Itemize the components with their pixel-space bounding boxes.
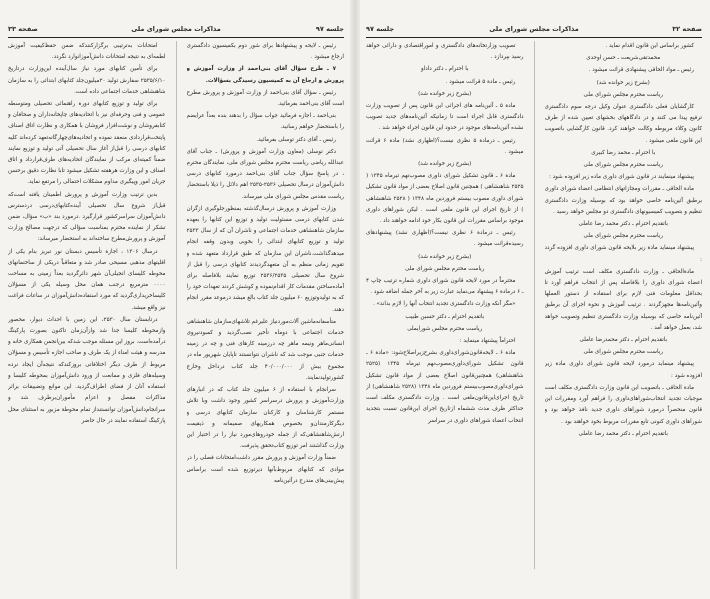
page-number: صفحه ۳۳ [8,25,38,33]
centered-line: (بشرح زیر خوانده شد) [418,90,472,97]
paragraph: مادة ۶ ـ قانون تشکیل شورای داوری مصوب‌نهم تیرماه ۱۳۴۵ ( ۲۵۲۵ شاهنشاهی ) همچنین قانون اصلاح بعضی از مواد قانون تشکیل شورای داوری مصوب بیستم فروردین ماه ۱۳۴۸ ( ۲۵۲۸ شاهنشاهی ) از تاریخ اجرای این قانون ملغی است . لیکن شوراهای داوری موجود براساس مقررات این قانون بکار خود ادامه خواهند داد . [366,173,524,225]
column-right [187,41,345,569]
paragraph: رئیس ـ مادة ۵ قرائت میشود . [445,78,516,85]
centered-line: ریاست محترم مجلس شورای ملی [583,162,663,169]
left-page [0,0,352,599]
paragraph: بدین ترتیب وزارت آموزش و پرورش اطمینان یافته است‌که قبل‌از شروع سال تحصیلی آینده‌کتابهای‌درسی دردسترس دانش‌آموزان سراسرکشور قرارگیرد .درمورد بند «ب» سؤال، ضمن تشکر از نماینده محترم بمناسبت سؤالی که درجهت مصالح وزارت آموزش و پرورش‌مطرح ساخته‌اند به استحضار میرساند: [8,191,166,243]
paragraph: برای تأمین کتابهای مورد نیاز سال‌آینده این‌وزارت درتاریخ ۲۵۳۵/۶/۱۰ سفارش تولید ۲۰میلیون‌جلد کتابهای ابتدائی را به سازمان شاهنشاهی خدمات اجتماعی داده است. [8,66,166,95]
paragraph: مادة‌الحاقی ـ وزارت دادگستری مکلف است ترتیب آموزش اعضاء شورای داوری را بلافاصله پس از انتخاب فراهم آورد تا بحداقل معلومات فنی لازم برای استفاده از دستور العملها وآئین‌نامه‌ها مجهزگردند . ترتیب آموزش و نحوة اجرای آن برطبق آئین‌نامه خاصی که بوسیله وزارت دادگستری تنظیم وتصویب خواهد شد، بعمل خواهد آمد . [544,268,702,331]
centered-line: (بشرح زیر خوانده شد) [596,79,650,86]
publication-title: مذاکرات مجلس شورای ملی [131,25,221,33]
paragraph: مادة ۵ ـ آئین‌نامه های اجرائی این قانون پس از تصویب وزارت دادگستری قابل اجراء است تا زمانیکه آئین‌نامه‌های جدید تصویب نشده آئین‌نامه‌های موجود در حدود این قانون اجراء خواهد شد . [366,103,524,132]
paragraph: متأسفانه‌ماشین آلات‌موردنیاز علیرغم تلاشهای‌سازمان شاهنشاهی خدمات اجتماعی با دوماه تأخیر نصب‌گردید و کمبودنیروی انسانی‌ماهر ونیمه ماهر چه درزمینه کارهای فنی و چه در زمینه خدمات جنبی موجب شد که ناشران نتوانستند تاپایان شهریور ماه در مجموع بیش از ۴۰/۰۰۰/۰۰۰ جلد کتاب درداخل وخارج کشورتولیدنمایند. [186,318,344,381]
paragraph: مادة ۶ ـ لایحه‌قانون‌شورای‌داوری بشرح‌زیراصلاح‌شود: «مادة ۶ ـ قانون تشکیل شورای‌داوری‌مصوب‌نهم تیرماه ۱۳۴۵ (۲۵۲۵ شاهنشاهی) همچنین‌قانون اصلاح بعضی از مواد قانون تشکیل شورای‌داوری‌مصوب‌بیستم فروردین ماه ۱۳۴۸ (۲۵۲۸ شاهنشاهی) از تاریخ اجرای‌این‌قانون‌ملغی است . وزارت دادگستری مکلف است حداکثر ظرف مدت ششماه ازتاریخ اجرای این‌قانون نسبت بتجدید انتخاب اعضاء شوراهای داوری در سراسر [366,350,524,424]
centered-line: باتقدیم احترام ـ دکتر حسین طبیب [405,313,485,320]
header-rule [8,37,344,38]
session-number: جلسه ۹۷ [315,25,344,33]
centered-line: ریاست محترم مجلس شورایملی [407,325,483,332]
centered-line: ریاست محترم مجلس شورای ملی [405,265,485,272]
paragraph: وزارت آموزش و پرورش درسال‌گذشته بمنظورجلوگیری ازگران شدن کتابهای درسی مسئولیت تولید و توزیع این کتابها را بعهده سازمان شاهنشاهی خدمات اجتماعی و ناشران آن که از سال ۲۵۳۳ تولید و توزیع کتابهای ابتدائی را بخوبی وبدون وقفه انجام میدهدگذاشت.ناشران این سازمان که طبق قرارداد متعهد شده و تقویم زمانی منظم به آن متعهدگردیدند کتابهای درسی را قبل از شروع سال تحصیلی ۲۵۳۶/۲۵۳۵ توزیع نمایند بلافاصله برای آماده‌ساختن مقدمات کار اقدام‌نموده و کوشش کردند تعهدات خود را که به تولیدوتوزیع ۶۰ میلیون جلد کتاب بالغ میشد درموعد مقرر انجام دهند. [186,205,344,313]
paragraph: درسال ۱۳۰۶ ، اجازة تأسیس دبستان نور تبریز بنام یکی از اقلیتهای مذهبی مسیحی صادر شد و متعاقباً دریکی از ساختمانهای محوطه کلیسای انجیلی‌آن شهر دائرگردید بعداً زمینی به مساحت ۰۰۰۰ مترمربع درجنب همان محل وسیله یکی از مسؤلان کلیساخریداری‌گردید که مورد استفاده‌دانش‌آموزان در ساعات فراغت نیز واقع میشد. [8,248,166,311]
text-columns [8,41,344,569]
paragraph: احتراماً پیشنهاد مینماید : [459,338,516,345]
centered-line: با احترام ـ دکتر داداو [420,66,469,73]
column-left [8,41,166,569]
page-number: صفحه ۳۲ [672,25,702,33]
page-header [366,22,702,36]
column-left [366,41,524,569]
paragraph: سرانجام با استفاده از ۶ میلیون جلد کتاب که در انبارهای وزارت‌آموزش و پرورش درسراسر کشور وجود داشت وبا تلاش مستمر کارشناسان و کارکنان سازمان کتابهای درسی و دیگرکارمندان‌و بخصوص همکاریهای صمیمانه و ذیقیمت ارتش‌شاهنشاهی‌که از جمله خودروهای‌مورد نیاز را در اختیار این وزارت گذاشتند امر توزیع کتاب‌تحقق پذیرفت. [186,387,344,450]
paragraph: پیشنهاد مینمایند در قانون شورای داوری ماده زیر افزوده شود : [549,174,694,181]
paragraph: تصویب وزارتخانه‌های دادگستری و اموراقتصادی و دارائی خواهد رسید بپردازد . [366,43,524,61]
paragraph: امتحانات به‌ترتیبی برگزارکنندکه ضمن حفظ‌کیفیت آموزش لطمه‌ای به نتیجه امتحانات دانش‌آموزانوارد نگردد. [8,43,166,61]
paragraph: کارگشایان فعلی دادگستری عنوان وکیل درجه سوم دادگستری ترفیع پیدا می کنند و در دادگاههای بخشهای تعیین شده از طرف کانون وکلاء مربوطه وکالت خواهند کرد. قانون کارگشایی باتصویب این قانون ملغی میشود . [544,104,702,144]
paragraph: رئیس ـ درمادة ۶ نظری نیست؟(اظهاری نشد) پیشنهادهای رسیده‌قرائت میشود . [366,230,524,248]
centered-line: (بشرح زیر خوانده شد) [418,161,472,168]
paragraph: پیشنهاد مینماید مادة زیر بلایحه قانون شورای داوری افزوده گردد : [544,245,702,263]
paragraph: «مگر آنکه وزارت دادگستری تجدید انتخاب آنها را لازم بداند» . [372,301,516,308]
paragraph: مادة الحاقی ـ مقررات ومجازاتهای انتظامی اعضاء شورای داوری برطبق آئین‌نامه خاصی خواهد بود که بوسیله وزارت دادگستری تنظیم و بتصویب کمیسیونهای دادگستری دو مجلس خواهد رسید . [544,186,702,215]
paragraph: دکتر توسلی (معاون وزارت آموزش و پرورش) ـ جناب آقای عبدالله ریاضی ریاست محترم مجلس شورای ملی، نمایندگان محترم ، در پاسخ سؤال جناب آقای بنی‌احمد درمورد کتابهای درسی دانش‌آموزان درسال تحصیلی ۲۵۳۶-۲۵۳۵ اهم دلائل را ذیلا باستحضار ریاست مقدس مجلس شورای ملی میرساند. [186,148,344,200]
paragraph: رئیس ـ مواد الحاقی پیشنهادی قرائت میشود . [588,67,694,74]
paragraph: برای تولید و توزیع کتابهای دورة راهنمائی تحصیلی ومتوسطه عمومی و فنی وحرفه‌ای نیز با اتحادیه‌های چاپخانه‌داران و صحافان و کتابفروشان و نوشت‌افزار فروشان با همکاری و نظارت اتاق اصناف پایتخت‌قراردادی منعقد نموده و اتحادیه‌های‌چهارگانه‌تعهد کرده‌اند کلیه کتابهای درسی را قبل‌از آغاز سال تحصیلی آتی تولید و توزیع نمایند ضمناً کمیته‌ای مرکب از نمایندگان اتحادیه‌های طرف‌قرارداد و اتاق اصناف و این وزارت هرهفته تشکیل میشود تابا نظارت دقیق برحسن جریان امور وپیگیری مداوم مشکلات احتمالی را مرتفع نماید. [8,101,166,186]
paragraph: رئیس ـ سؤال آقای بنی‌احمد از وزارت آموزش و پرورش مطرح است آقای بنی‌احمد بفرمائید. [186,89,344,108]
text-columns [366,41,702,569]
column-divider [534,41,535,569]
centered-line: باتقدیم احترام ـ دکتر محمدرضا عاملی [579,337,668,344]
paragraph: کشور براساس این قانون اقدام نماید . [605,43,694,49]
paragraph: رئیس ـ لایحه و پیشنهادها برای شور دوم بکمیسیون دادگستری ارجاع میشود . [186,43,344,61]
centered-line: محمدتقی‌شریعت ـ حسن اوحدی [586,55,661,62]
paragraph: پیشنهاد مینماید درمورد لایحه قانون شورای داوری مادة زیر افزوده شود : [544,361,702,379]
centered-line: با احترام ـ محمد رضا کبیری [591,149,656,156]
centered-line: باتقدیم احترام ـ دکتر محمد رضا عاملی [578,221,668,228]
centered-line: ریاست محترم مجلس شورای ملی [583,233,663,240]
session-number: جلسه ۹۷ [366,25,395,33]
paragraph: درتابستان سال ۲۵۳۰، این زمین با احداث دیوار، محصور وازمحوطه کلیسا جدا شد وازآن‌زمان تاکنون بصورت پارکینگ درآمده‌است. بروز این مسئله موجب شد‌که بین‌انجمن همکاری خانه و مدرسه و هیئت امناء از یک طرف و صاحب اجازه تأسیس و مسؤلان مربوط از طرف دیگر اختلافاتی بروزکندکه نتیجه‌آن ایجاد نرده وسیله‌های فلزی و ممانعت از ورود دانش‌آموزان بمحوطه کلیسا و استفاده آنان از فضای اطراف‌گردید. این موانع وتضییقات براثر مذاکرات مفصل و اعزام مأموران‌برطرف شد و سرانجام‌دانش‌آموزان توانستنداز تمام محوطة مزبور به استثنای محل پارکینگ استفاده نمایند در حال حاضر [8,316,166,424]
paragraph: مادة الحاقی ـ باتصویب این قانون وزارت دادگستری مکلف است موجبات تجدید انتخاب‌شوراهای‌داوری را فراهم آورد ومقررات این قانون منحصراً درمورد شوراهای داوری جدید نافذ خواهد بود و شوراهای داوری کنونی تابع مقررات مربوط بخود خواهند بود . [544,384,702,425]
centered-line: باتقدیم احترام ـ دکتر محمد رضا عاملی [578,430,668,437]
centered-line: ریاست محترم مجلس شورای ملی [583,349,663,356]
publication-title: مذاکرات مجلس شورای ملی [489,25,579,33]
section-heading: ۷ ـ طرح سؤال آقای بنی‌احمد از وزارت آموزش و پرورش و ارجاع آن به کمیسیون رسیدگی بسؤالات. [186,66,344,84]
header-rule [366,37,702,38]
centered-line: (بشرح زیر خوانده شد) [418,253,472,260]
paragraph: محترماً در مورد لایحه قانون شورای داوری شماره ترتیب چاپ ۴ ـ ۶ درمادة ۶ پیشنهاد می‌نماید عبارت زیر به آخر جمله اضافه شود . [366,278,524,296]
paragraph: بنی‌احمد ـ اجازه فرمائید جواب سؤال را بدهند بنده بعداً عرایضم را باستحضار خواهم رسانید. [186,113,344,131]
column-right [545,41,703,569]
page-header [8,22,344,36]
paragraph: رئیس ـ درمادة ۵ نظری نیست؟(اظهاری نشد) مادة ۶ قرائت میشود . [366,137,524,155]
column-divider [176,41,177,569]
paragraph: ضمناً وزارت آموزش و پرورش مقرر داشت‌امتحانات فصلی را در موادی که کتابهای مربوط‌بآنها دیرتوزیع شده است براساس پیش‌بینی‌های مندرج درآئین‌نامه [186,455,344,484]
paragraph: رئیس ـ آقای دکتر توسلی بفرمائید. [256,136,336,143]
centered-line: ریاست محترم مجلس شورای ملی [583,91,663,98]
right-page [358,0,710,599]
